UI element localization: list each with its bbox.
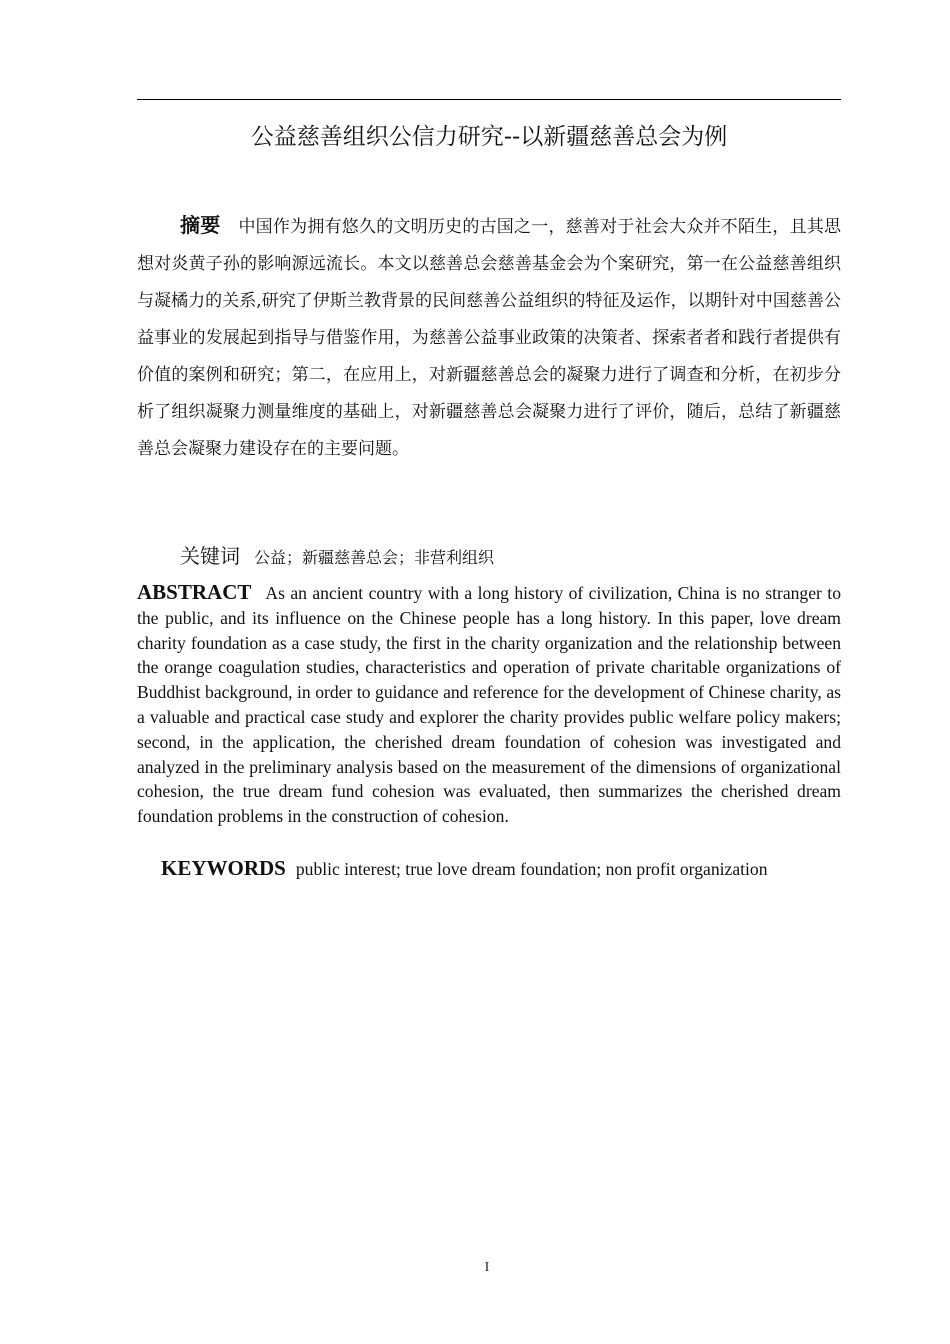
chinese-keywords [180, 540, 840, 574]
chinese-abstract [137, 207, 841, 468]
chinese-abstract-text: 中国作为拥有悠久的文明历史的古国之一，慈善对于社会大众并不陌生，且其思想对炎黄子孙的影响源远流长。本文以慈善总会慈善基金会为个案研究，第一在公益慈善组织与凝橘力的关系,研究了伊斯兰教背景的民间慈善公益组织的特征及运作，以期针对中国慈善公益事业的发展起到指导与借鉴作用，为慈善公益事业政策的决策者、探索者者和践行者提供有价值的案例和研究；第二，在应用上，对新疆慈善总会的凝聚力进行了调查和分析，在初步分析了组织凝聚力测量维度的基础上，对新疆慈善总会凝聚力进行了评价，随后，总结了新疆慈善总会凝聚力建设存在的主要问题。 [137, 217, 842, 459]
chinese-abstract-label: 摘要 [180, 213, 221, 237]
english-keywords-label: KEYWORDS [161, 856, 286, 880]
english-abstract-text: As an ancient country with a long history of civilization, China is no stranger to the public, and its influence on the Chinese people has a long history. In this paper, love dream charity foundation as a case study, the first in the charity organization and the relationship between the orange coagulation studies, characteristics and operation of private charitable organizations of Buddhist background, in order to guidance and reference for the development of Chinese charity, as a valuable and practical case study and explorer the charity provides public welfare policy makers; second, in the application, the cherished dream foundation of cohesion was investigated and analyzed in the preliminary analysis based on the measurement of the dimensions of organizational cohesion, the true dream fund cohesion was evaluated, then summarizes the cherished dream foundation problems in the construction of cohesion. [137, 583, 841, 827]
page-number: I [484, 1260, 490, 1275]
english-abstract-label: ABSTRACT [137, 580, 252, 604]
english-abstract [137, 580, 841, 829]
chinese-keywords-text: 公益；新疆慈善总会；非营利组织 [254, 548, 495, 567]
english-keywords-text: public interest; true love dream foundation; non profit organization [295, 859, 768, 879]
header-rule [137, 99, 841, 100]
page-title: 公益慈善组织公信力研究--以新疆慈善总会为例 [250, 124, 728, 150]
english-keywords [161, 855, 841, 882]
chinese-keywords-label: 关键词 [180, 544, 240, 568]
